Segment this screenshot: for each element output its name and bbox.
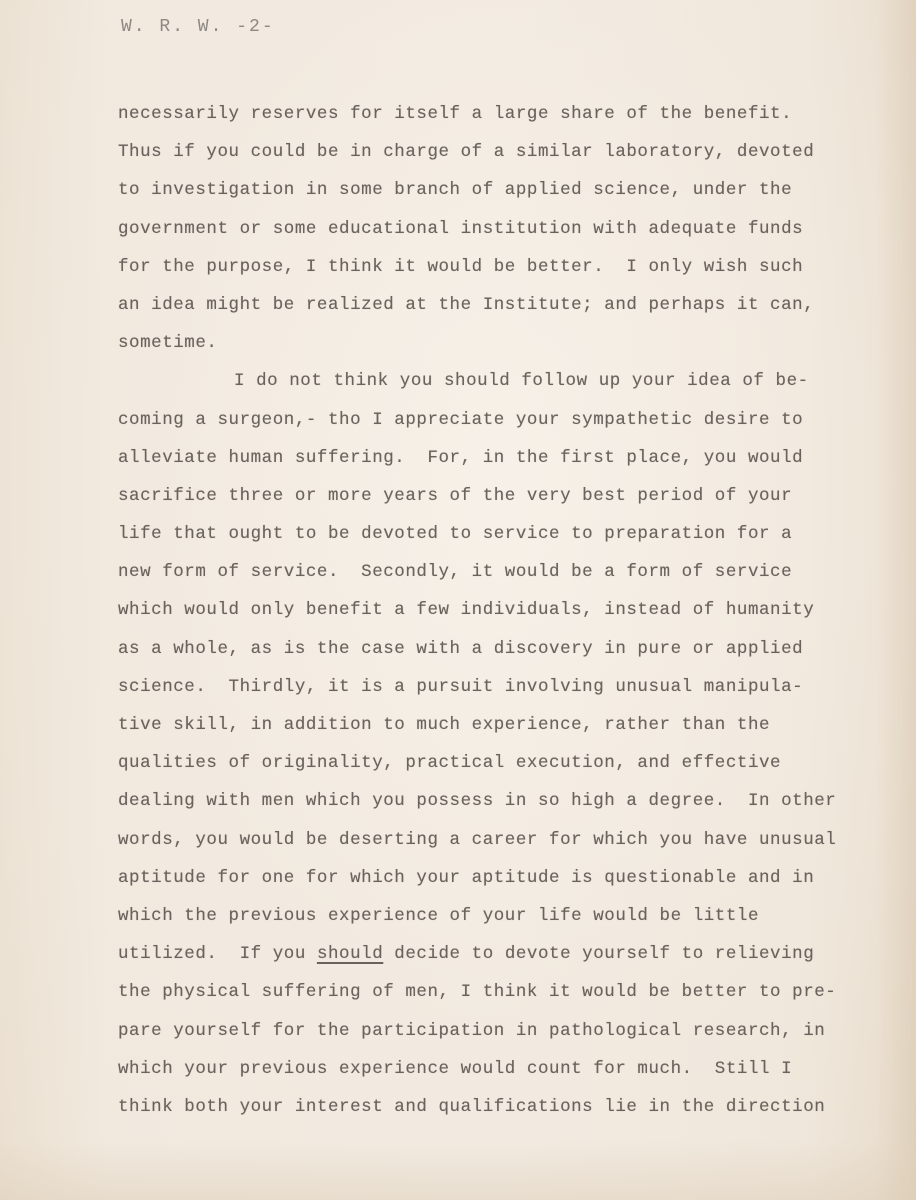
text-line: sometime. bbox=[118, 333, 218, 354]
page-edge-shading bbox=[876, 0, 916, 1200]
text-line: qualities of originality, practical execution, and effective bbox=[118, 753, 782, 774]
text-line: which the previous experience of your life would be little bbox=[118, 905, 759, 926]
text-line: think both your interest and qualifications lie in the direction bbox=[118, 1096, 826, 1117]
text-line: dealing with men which you possess in so high a degree. In other bbox=[118, 791, 837, 812]
text-line: tive skill, in addition to much experience, rather than the bbox=[118, 715, 771, 735]
letter-body bbox=[118, 95, 878, 1126]
text-line: life that ought to be devoted to service to preparation for a bbox=[118, 524, 793, 545]
text-line: alleviate human suffering. For, in the first place, you would bbox=[118, 447, 804, 468]
underlined-word: should bbox=[316, 944, 384, 965]
text-line: the physical suffering of men, I think it would be better to pre- bbox=[118, 982, 837, 1003]
text-line: an idea might be realized at the Institute; and perhaps it can, bbox=[118, 294, 815, 315]
text-line: which your previous experience would count for much. Still I bbox=[118, 1058, 793, 1079]
text-line: necessarily reserves for itself a large share of the benefit. bbox=[118, 104, 793, 124]
page-bottom-shading bbox=[0, 1140, 916, 1200]
page-header: W. R. W. -2- bbox=[121, 17, 275, 37]
text-line: Thus if you could be in charge of a similar laboratory, devoted bbox=[118, 142, 815, 163]
text-line: which would only benefit a few individuals, instead of humanity bbox=[118, 600, 815, 621]
text-segment: decide to devote yourself to relieving bbox=[383, 944, 815, 965]
paragraph-first-line: I do not think you should follow up your idea of be- bbox=[234, 371, 809, 392]
text-line: to investigation in some branch of applied science, under the bbox=[118, 180, 793, 201]
text-segment: utilized. If you bbox=[118, 944, 317, 965]
text-line: government or some educational institution with adequate funds bbox=[118, 218, 804, 239]
text-line: new form of service. Secondly, it would be a form of service bbox=[118, 562, 793, 583]
text-line: as a whole, as is the case with a discovery in pure or applied bbox=[118, 638, 804, 659]
text-line: aptitude for one for which your aptitude is questionable and in bbox=[118, 867, 815, 888]
text-line: pare yourself for the participation in pathological research, in bbox=[118, 1020, 826, 1041]
text-line: science. Thirdly, it is a pursuit involving unusual manipula- bbox=[118, 676, 804, 697]
text-line-with-underline bbox=[118, 935, 878, 973]
text-line: sacrifice three or more years of the very best period of your bbox=[118, 485, 793, 506]
text-line: coming a surgeon,- tho I appreciate your sympathetic desire to bbox=[118, 409, 804, 430]
text-line: for the purpose, I think it would be better. I only wish such bbox=[118, 256, 804, 277]
text-line: words, you would be deserting a career for which you have unusual bbox=[118, 829, 837, 850]
